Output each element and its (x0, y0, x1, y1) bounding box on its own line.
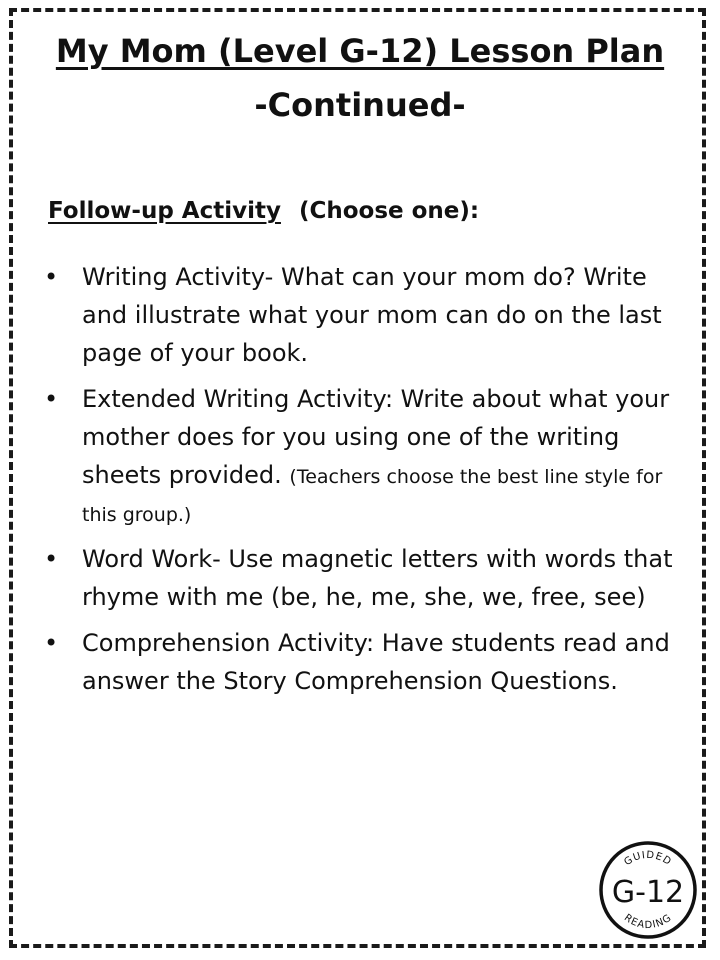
page-title-text: My Mom (Level G-12) Lesson Plan (55, 32, 665, 70)
badge-center-text: G-12 (611, 875, 685, 910)
follow-up-heading-instruction: (Choose one): (298, 198, 480, 224)
follow-up-heading-label: Follow-up Activity (48, 198, 281, 224)
bullet-icon: • (44, 629, 59, 657)
activity-text: Writing Activity- What can your mom do? Write and illustrate what your mom can do on the last page of your book. (82, 263, 662, 367)
badge-top-text: GUIDED (622, 849, 674, 869)
activity-note: (Teachers choose the best line style for this group.) (82, 466, 663, 526)
list-item (40, 540, 680, 616)
bullet-icon: • (44, 385, 59, 413)
list-item (40, 624, 680, 700)
bullet-icon: • (44, 545, 59, 573)
activity-text: Word Work- Use magnetic letters with words that rhyme with me (be, he, me, she, we, free, see) (82, 545, 673, 611)
badge-bottom-text: READING (621, 912, 675, 932)
guided-reading-badge-icon (598, 840, 698, 940)
page-title (0, 32, 720, 70)
activity-text: Extended Writing Activity: Write about what your mother does for you using one of the writing sheets provided. (82, 385, 670, 489)
activity-list (40, 258, 680, 708)
page-subtitle: -Continued- (254, 86, 466, 124)
activity-text: Comprehension Activity: Have students read and answer the Story Comprehension Questions. (82, 629, 670, 695)
list-item (40, 258, 680, 372)
bullet-icon: • (44, 263, 59, 291)
list-item (40, 380, 680, 532)
follow-up-heading (48, 198, 479, 224)
